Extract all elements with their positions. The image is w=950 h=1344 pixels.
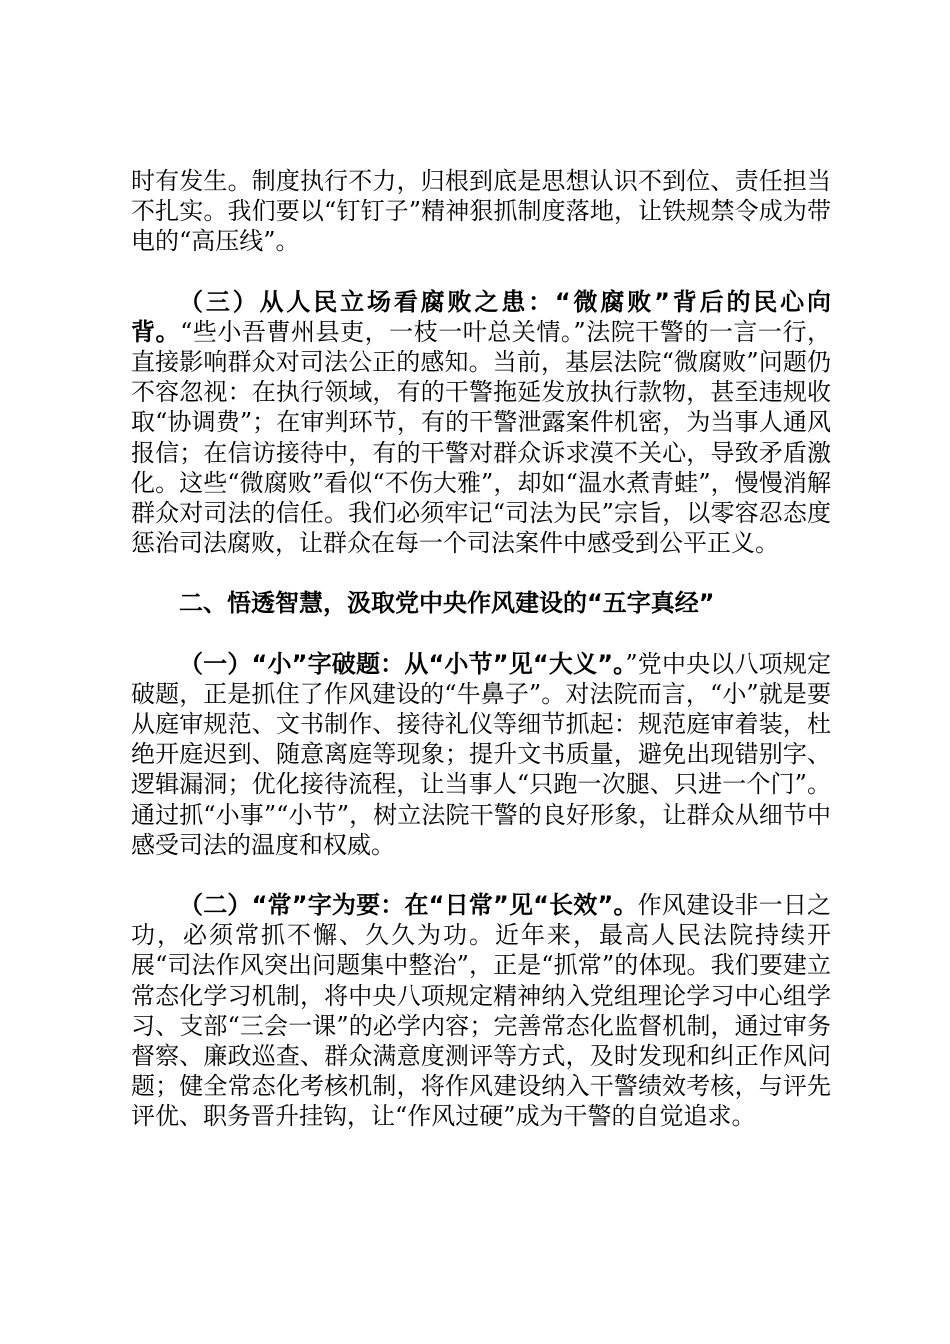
- paragraph-subsection-1: [131, 649, 831, 860]
- paragraph-continuation: [131, 166, 831, 257]
- section-lead-heading: （三）从人民立场看腐败之患：“微腐败”背后的民心向背。: [131, 287, 831, 346]
- paragraph-text: ”党中央以八项规定破题，正是抓住了作风建设的“牛鼻子”。对法院而言，“小”就是要从庭审规范、文书制作、接待礼仪等细节抓起：规范庭审着装，杜绝开庭迟到、随意离庭等现象；提升文书质量，避免出现错别字、逻辑漏洞；优化接待流程，让当事人“只跑一次腿、只进一个门”。通过抓“小事”“小节”，树立法院干警的良好形象，让群众从细节中感受司法的温度和权威。: [131, 649, 831, 859]
- paragraph-subsection-2: [131, 890, 831, 1132]
- paragraph-text: 作风建设非一日之功，必须常抓不懈、久久为功。近年来，最高人民法院持续开展“司法作风突出问题集中整治”，正是“抓常”的体现。我们要建立常态化学习机制，将中央八项规定精神纳入党组理论学习中心组学习、支部“三会一课”的必学内容；完善常态化监督机制，通过审务督察、廉政巡查、群众满意度测评等方式，及时发现和纠正作风问题；健全常态化考核机制，将作风建设纳入干警绩效考核，与评先评优、职务晋升挂钩，让“作风过硬”成为干警的自觉追求。: [131, 891, 832, 1131]
- paragraph-text: “些小吾曹州县吏，一枝一叶总关情。”法院干警的一言一行，直接影响群众对司法公正的感知。当前，基层法院“微腐败”问题仍不容忽视：在执行领域，有的干警拖延发放执行款物，甚至违规收取“协调费”；在审判环节，有的干警泄露案件机密，为当事人通风报信；在信访接待中，有的干警对群众诉求漠不关心，导致矛盾激化。这些“微腐败”看似“不伤大雅”，却如“温水煮青蛙”，慢慢消解群众对司法的信任。我们必须牢记“司法为民”宗旨，以零容忍态度惩治司法腐败，让群众在每一个司法案件中感受到公平正义。: [131, 317, 832, 558]
- document-body: [131, 166, 831, 1162]
- paragraph-section-3: [131, 287, 831, 559]
- section-lead-heading: （二）“常”字为要：在“日常”见“长效”。: [179, 891, 638, 920]
- paragraph-text: 时有发生。制度执行不力，归根到底是思想认识不到位、责任担当不扎实。我们要以“钉钉子”精神狠抓制度落地，让铁规禁令成为带电的“高压线”。: [131, 167, 831, 256]
- section-lead-heading: （一）“小”字破题：从“小节”见“大义”。: [179, 649, 626, 678]
- chapter-heading-2: 二、悟透智慧，汲取党中央作风建设的“五字真经”: [179, 589, 715, 618]
